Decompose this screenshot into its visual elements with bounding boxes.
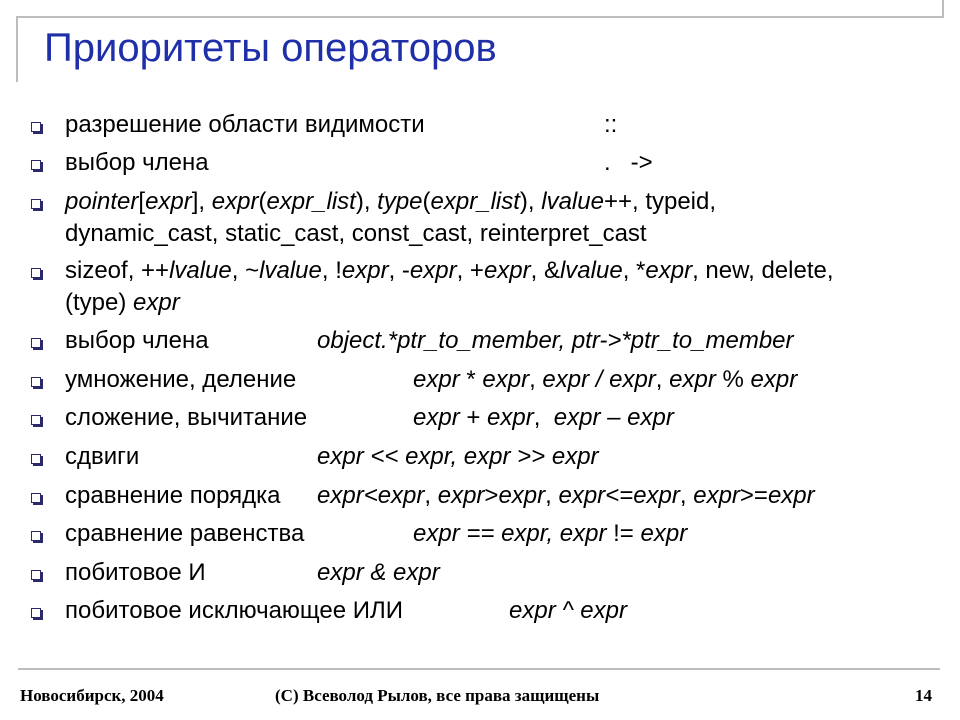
square-bullet-icon <box>31 338 41 348</box>
square-bullet-icon <box>31 608 41 618</box>
item-label: побитовое И <box>65 559 206 586</box>
bottom-divider <box>18 668 940 670</box>
item-label: умножение, деление <box>65 366 297 393</box>
square-bullet-icon <box>31 493 41 503</box>
item-label: сложение, вычитание <box>65 404 308 431</box>
square-bullet-icon <box>31 122 41 132</box>
square-bullet-icon <box>31 268 41 278</box>
footer-copyright: (C) Всеволод Рылов, все права защищены <box>275 686 600 705</box>
item-line-2: (type) expr <box>65 289 180 316</box>
item-label: выбор члена <box>65 149 209 176</box>
item-label: побитовое исключающее ИЛИ <box>65 597 404 624</box>
item-operator: expr ^ expr <box>509 597 627 624</box>
item-operator: expr << expr, expr >> expr <box>317 443 599 470</box>
item-label: выбор члена <box>65 327 209 354</box>
item-label: сравнение равенства <box>65 520 305 547</box>
square-bullet-icon <box>31 415 41 425</box>
footer-location: Новосибирск, 2004 <box>20 686 164 705</box>
square-bullet-icon <box>31 570 41 580</box>
square-bullet-icon <box>31 199 41 209</box>
item-operator: expr + expr, expr – expr <box>413 404 674 431</box>
item-operator: object.*ptr_to_member, ptr->*ptr_to_member <box>317 327 794 354</box>
square-bullet-icon <box>31 531 41 541</box>
item-label: сравнение порядка <box>65 482 281 509</box>
item-label: сдвиги <box>65 443 140 470</box>
item-operator: :: <box>604 111 618 138</box>
item-operator: expr<expr, expr>expr, expr<=expr, expr>=expr <box>317 482 815 509</box>
item-operator: expr * expr, expr / expr, expr % expr <box>413 366 798 393</box>
item-label: разрешение области видимости <box>65 111 425 138</box>
item-line-1: sizeof, ++lvalue, ~lvalue, !expr, -expr, +expr, &lvalue, *expr, new, delete, <box>65 257 834 284</box>
item-line-1: pointer[expr], expr(expr_list), type(expr_list), lvalue++, typeid, <box>65 188 717 215</box>
page-number: 14 <box>915 686 932 705</box>
square-bullet-icon <box>31 160 41 170</box>
square-bullet-icon <box>31 377 41 387</box>
item-operator: expr == expr, expr != expr <box>413 520 688 547</box>
slide-title: Приоритеты операторов <box>44 26 497 70</box>
square-bullet-icon <box>31 454 41 464</box>
item-operator: expr & expr <box>317 559 440 586</box>
item-line-2: dynamic_cast, static_cast, const_cast, reinterpret_cast <box>65 220 647 247</box>
item-operator: . -> <box>604 149 653 176</box>
